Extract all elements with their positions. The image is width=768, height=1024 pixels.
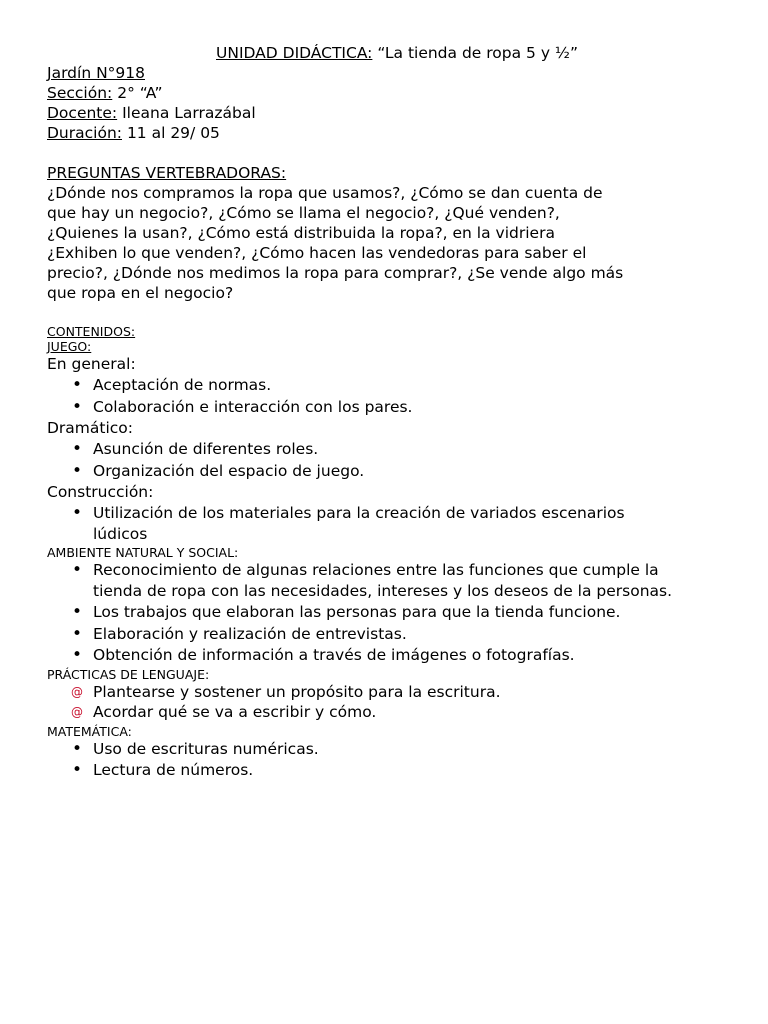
list-item [47,461,737,482]
ambiente-list [47,560,737,666]
document-page [47,43,737,782]
preguntas-line: ¿Dónde nos compramos la ropa que usamos?, ¿Cómo se dan cuenta de [47,184,603,202]
bullet-icon [71,760,83,781]
duracion-line [47,123,737,143]
seccion-value: 2° “A” [117,84,163,102]
bullet-icon [71,739,83,760]
bullet-icon [71,439,83,460]
dramatico-list [47,439,737,481]
at-sign-icon: @ [71,684,83,699]
list-item-text: Plantearse y sostener un propósito para la escritura. [93,682,501,701]
duracion-label: Duración: [47,124,122,142]
title-label: UNIDAD DIDÁCTICA: [216,44,373,62]
bullet-icon [71,645,83,666]
list-item [47,439,737,460]
bullet-icon [71,375,83,396]
docente-label: Docente: [47,104,118,122]
juego-heading: JUEGO: [47,339,92,354]
seccion-line [47,83,737,103]
dramatico-label: Dramático: [47,419,134,437]
docente-value: Ileana Larrazábal [122,104,256,122]
list-item [47,739,737,760]
duracion-value: 11 al 29/ 05 [126,124,220,142]
jardin-line [47,63,737,83]
list-item [47,397,737,418]
bullet-icon [71,560,83,581]
list-item [47,645,737,666]
contenidos-heading: CONTENIDOS: [47,324,136,339]
list-item-text: Lectura de números. [93,761,254,779]
list-item-text: Acordar qué se va a escribir y cómo. [93,703,377,721]
preguntas-line: que ropa en el negocio? [47,284,234,302]
list-item-text: Colaboración e interacción con los pares. [93,397,413,416]
list-item [47,560,709,601]
bullet-icon [71,602,83,623]
list-item-text: Aceptación de normas. [93,376,272,394]
list-item [47,682,737,703]
list-item-text: Los trabajos que elaboran las personas para que la tienda funcione. [93,603,621,621]
document-title [47,43,737,63]
list-item-text: Organización del espacio de juego. [93,461,365,480]
en-general-label: En general: [47,355,136,373]
list-item [47,702,737,723]
seccion-label: Sección: [47,84,113,102]
bullet-icon [71,503,83,524]
en-general-list [47,375,737,417]
ambiente-heading: AMBIENTE NATURAL Y SOCIAL: [47,545,239,560]
preguntas-heading: PREGUNTAS VERTEBRADORAS: [47,164,287,182]
list-item-text: Reconocimiento de algunas relaciones entre las funciones que cumple la tienda de ropa con las necesidades, intereses y los deseos de la personas. [93,561,673,600]
list-item-text: Obtención de información a través de imágenes o fotografías. [93,646,575,664]
list-item [47,760,737,781]
construccion-label: Construcción: [47,483,154,501]
preguntas-line: precio?, ¿Dónde nos medimos la ropa para comprar?, ¿Se vende algo más [47,264,624,282]
matematica-list [47,739,737,781]
lenguaje-heading: PRÁCTICAS DE LENGUAJE: [47,666,210,682]
lenguaje-list [47,682,737,723]
list-item [47,602,668,623]
preguntas-line: ¿Quienes la usan?, ¿Cómo está distribuida la ropa?, en la vidriera [47,224,555,242]
list-item [47,375,737,396]
preguntas-paragraph [47,183,737,303]
preguntas-line: que hay un negocio?, ¿Cómo se llama el negocio?, ¿Qué venden?, [47,204,560,222]
construccion-list [47,503,737,544]
list-item-text: Utilización de los materiales para la creación de variados escenarios lúdicos [93,504,625,543]
jardin-text: Jardín N°918 [47,64,145,82]
at-sign-icon: @ [71,705,83,719]
preguntas-line: ¿Exhiben lo que venden?, ¿Cómo hacen las vendedoras para saber el [47,244,587,262]
docente-line [47,103,737,123]
list-item-text: Asunción de diferentes roles. [93,440,319,458]
bullet-icon [71,461,83,482]
bullet-icon [71,624,83,645]
list-item [47,503,653,544]
list-item-text: Uso de escrituras numéricas. [93,739,319,758]
matematica-heading: MATEMÁTICA: [47,723,132,739]
list-item [47,624,737,645]
list-item-text: Elaboración y realización de entrevistas. [93,624,407,643]
bullet-icon [71,397,83,418]
title-value: “La tienda de ropa 5 y ½” [377,44,578,62]
